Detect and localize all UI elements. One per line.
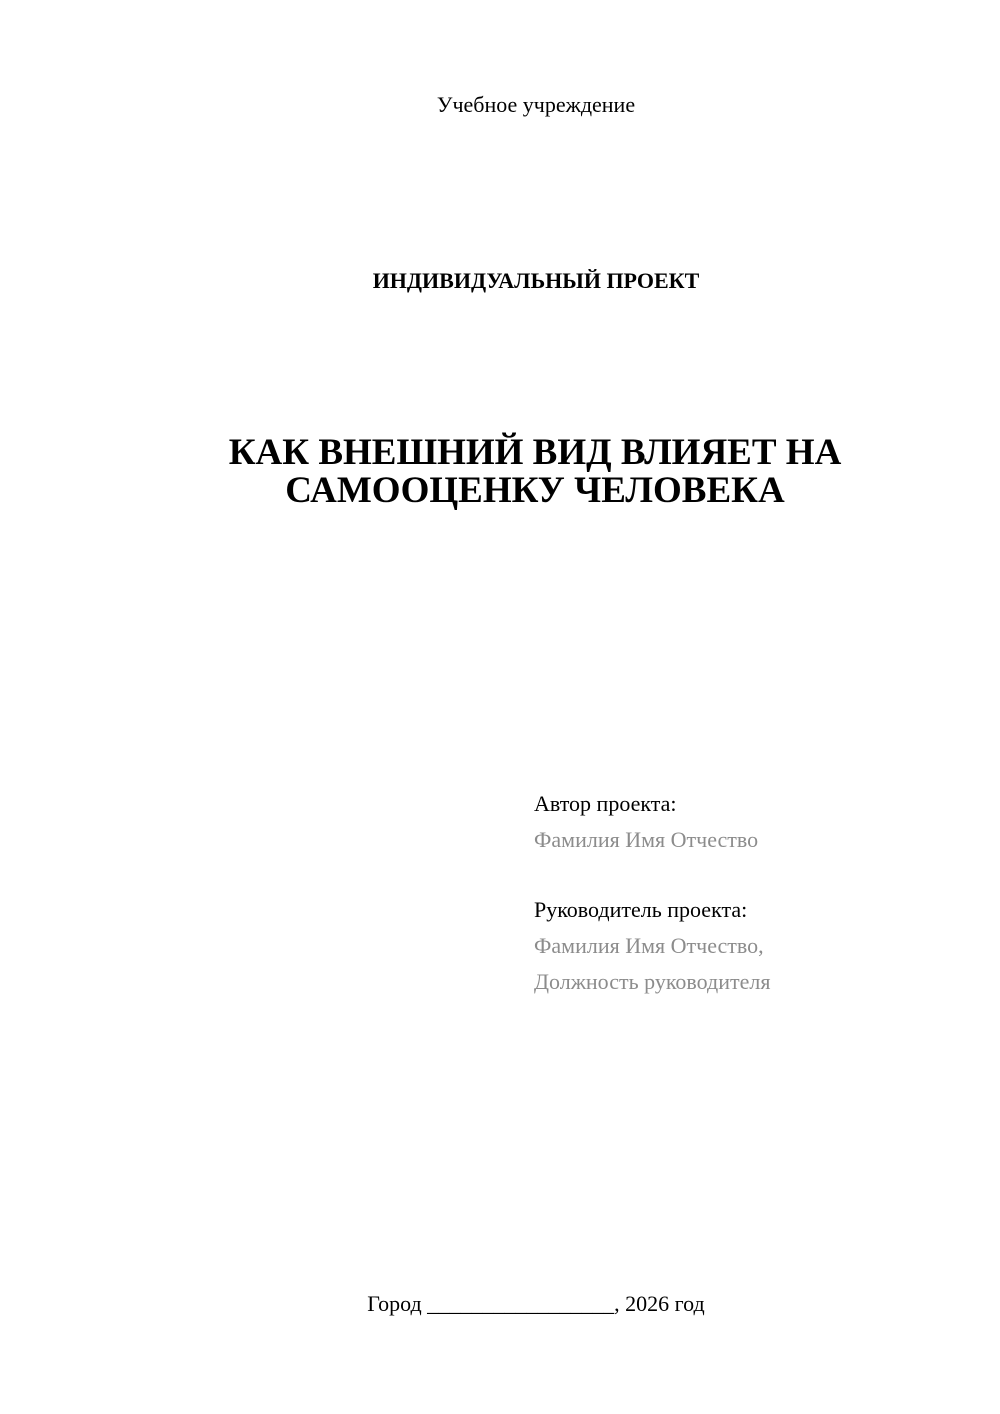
supervisor-label: Руководитель проекта: xyxy=(534,897,748,922)
supervisor-position: Должность руководителя xyxy=(534,969,771,994)
project-title-line-1: КАК ВНЕШНИЙ ВИД ВЛИЯЕТ НА xyxy=(228,432,842,473)
credits-spacer xyxy=(534,858,974,892)
document-type: ИНДИВИДУАЛЬНЫЙ ПРОЕКТ xyxy=(372,268,700,293)
city-year-line: Город _________________, 2026 год xyxy=(367,1291,705,1316)
supervisor-name: Фамилия Имя Отчество, xyxy=(534,933,764,958)
author-label: Автор проекта: xyxy=(534,791,677,816)
project-title xyxy=(170,434,900,510)
institution-name: Учебное учреждение xyxy=(436,92,636,117)
author-name: Фамилия Имя Отчество xyxy=(534,827,759,852)
project-credits xyxy=(534,786,974,1000)
project-title-line-2: САМООЦЕНКУ ЧЕЛОВЕКА xyxy=(285,470,785,511)
